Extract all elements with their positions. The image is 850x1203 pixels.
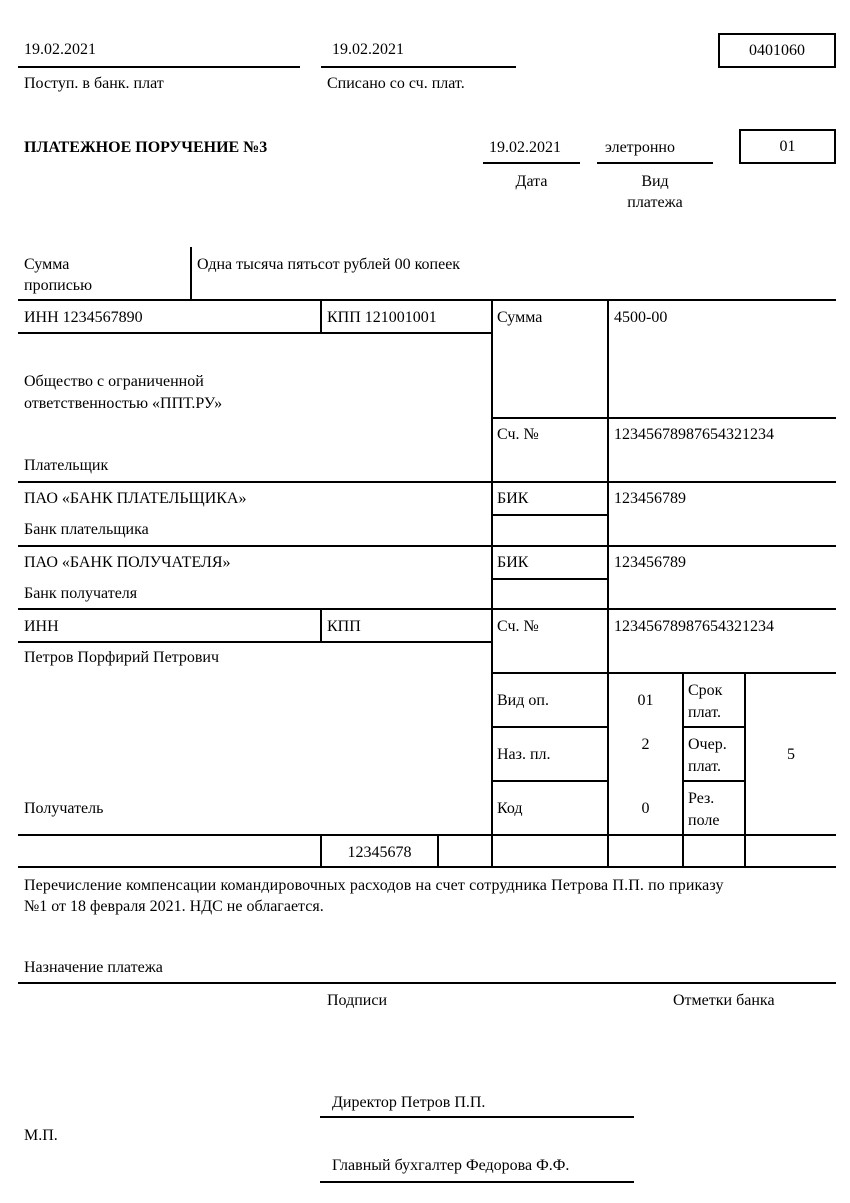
payer-bik-label: БИК <box>497 490 529 507</box>
payer-account-value: 12345678987654321234 <box>614 426 774 443</box>
recipient-name: Петров Порфирий Петрович <box>24 649 220 666</box>
order-date-label: Дата <box>515 173 548 190</box>
code-value: 0 <box>641 800 650 817</box>
recipient-bik-value: 123456789 <box>614 554 686 571</box>
payer-bank-label: Банк плательщика <box>24 521 149 538</box>
op-type-label: Вид оп. <box>497 692 549 709</box>
op-type-value: 01 <box>637 692 654 709</box>
divider <box>683 780 745 782</box>
divider <box>320 300 322 333</box>
sum-value: 4500-00 <box>614 309 668 326</box>
payer-kpp: КПП 121001001 <box>327 309 437 326</box>
debited-label: Списано со сч. плат. <box>327 75 465 92</box>
code-label: Код <box>497 800 523 817</box>
purpose-text-1: Перечисление компенсации командировочных расходов на счет сотрудника Петрова П.П. по приказу <box>24 877 724 894</box>
amount-words-label-2: прописью <box>24 277 93 294</box>
divider <box>321 66 516 68</box>
recipient-bik-label: БИК <box>497 554 529 571</box>
reserve-label-2: поле <box>688 812 720 829</box>
accountant-signature: Главный бухгалтер Федорова Ф.Ф. <box>332 1157 570 1174</box>
divider <box>190 247 192 300</box>
payment-kind-label-1: Вид <box>641 173 669 190</box>
divider <box>18 866 836 868</box>
divider <box>437 835 439 867</box>
divider <box>18 332 493 334</box>
stamp-label: М.П. <box>24 1127 58 1144</box>
bank-received-label: Поступ. в банк. плат <box>24 75 164 92</box>
payer-label: Плательщик <box>24 457 109 474</box>
divider <box>744 673 746 867</box>
priority-label-2: плат. <box>688 758 722 775</box>
priority-value: 5 <box>787 746 795 763</box>
divider <box>492 417 836 419</box>
recipient-bank-name: ПАО «БАНК ПОЛУЧАТЕЛЯ» <box>24 554 231 571</box>
recipient-bank-label: Банк получателя <box>24 585 138 602</box>
signatures-label: Подписи <box>327 992 388 1009</box>
divider <box>682 673 684 867</box>
divider <box>18 608 836 610</box>
bank-marks-label: Отметки банка <box>673 992 775 1009</box>
page-title: ПЛАТЕЖНОЕ ПОРУЧЕНИЕ №3 <box>24 139 268 156</box>
payer-account-label: Сч. № <box>497 426 539 443</box>
divider <box>18 545 836 547</box>
divider <box>18 299 836 301</box>
payer-name-1: Общество с ограниченной <box>24 373 204 390</box>
divider <box>492 514 608 516</box>
payment-kind: элетронно <box>605 139 675 156</box>
payer-inn: ИНН 1234567890 <box>24 309 143 326</box>
sum-label: Сумма <box>497 309 543 326</box>
divider <box>320 1181 634 1183</box>
divider <box>483 162 580 164</box>
recipient-account-label: Сч. № <box>497 618 539 635</box>
divider <box>320 609 322 642</box>
divider <box>492 672 836 674</box>
payment-kind-label-2: платежа <box>627 194 683 211</box>
recipient-inn: ИНН <box>24 618 59 635</box>
term-label-2: плат. <box>688 704 722 721</box>
divider <box>492 726 608 728</box>
debited-date: 19.02.2021 <box>332 41 404 58</box>
divider <box>18 66 300 68</box>
divider <box>492 578 608 580</box>
divider <box>607 300 609 867</box>
director-signature: Директор Петров П.П. <box>332 1094 486 1111</box>
divider <box>320 1116 634 1118</box>
purpose-code-value: 2 <box>641 736 650 753</box>
term-label-1: Срок <box>688 682 723 699</box>
divider <box>597 162 713 164</box>
divider <box>491 300 493 867</box>
recipient-kpp: КПП <box>327 618 361 635</box>
status-code: 01 <box>739 129 836 164</box>
payer-bik-value: 123456789 <box>614 490 686 507</box>
divider <box>18 834 836 836</box>
recipient-account-value: 12345678987654321234 <box>614 618 774 635</box>
amount-words-label-1: Сумма <box>24 256 70 273</box>
purpose-code-label: Наз. пл. <box>497 746 551 763</box>
divider <box>492 780 608 782</box>
divider <box>18 982 836 984</box>
bank-received-date: 19.02.2021 <box>24 41 96 58</box>
payer-bank-name: ПАО «БАНК ПЛАТЕЛЬЩИКА» <box>24 490 247 507</box>
form-code: 0401060 <box>718 33 836 68</box>
priority-label-1: Очер. <box>688 736 727 753</box>
bottom-code-value: 12345678 <box>347 844 412 861</box>
payer-name-2: ответственностью «ППТ.РУ» <box>24 395 223 412</box>
recipient-label: Получатель <box>24 800 104 817</box>
order-date: 19.02.2021 <box>489 139 561 156</box>
reserve-label-1: Рез. <box>688 790 715 807</box>
divider <box>18 641 493 643</box>
divider <box>683 726 745 728</box>
divider <box>18 481 836 483</box>
amount-words-value: Одна тысяча пятьсот рублей 00 копеек <box>197 256 461 273</box>
purpose-label: Назначение платежа <box>24 959 163 976</box>
purpose-text-2: №1 от 18 февраля 2021. НДС не облагается. <box>24 898 324 915</box>
